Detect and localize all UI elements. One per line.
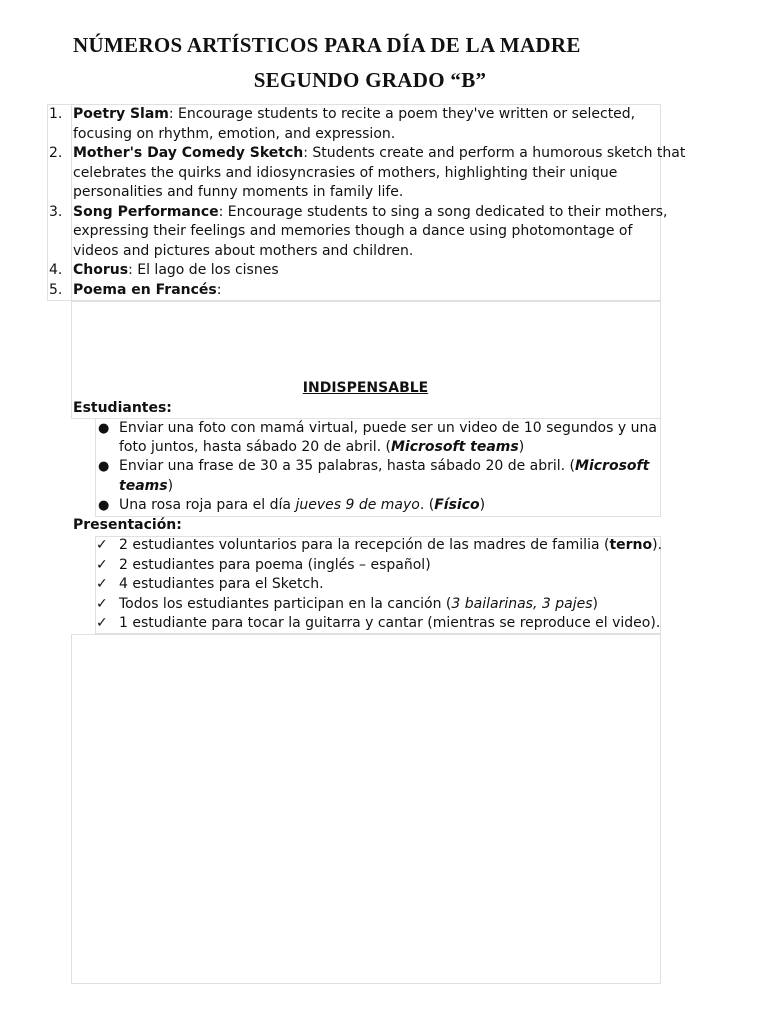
checkmark-icon: ✓ [96, 615, 108, 631]
list-item: 4 estudiantes para el Sketch. [119, 576, 324, 592]
checkmark-icon: ✓ [96, 595, 108, 612]
list-item-term: Song Performance [73, 203, 219, 220]
page-title: NÚMEROS ARTÍSTICOS PARA DÍA DE LA MADRE [73, 33, 581, 57]
list-item-term: Poema en Francés [73, 282, 217, 298]
list-item: Chorus: El lago de los cisnes [73, 262, 279, 278]
list-item: Enviar una frase de 30 a 35 palabras, hasta sábado 20 de abril. (Microsoft [119, 458, 650, 474]
list-item-continuation: foto juntos, hasta sábado 20 de abril. (Microsoft teams) [119, 439, 525, 455]
list-item-continuation: teams) [119, 478, 174, 494]
checkmark-icon: ✓ [96, 537, 108, 553]
list-item: Poema en Francés: [73, 282, 222, 298]
checkmark-icon: ✓ [96, 576, 108, 592]
list-item: Una rosa roja para el día jueves 9 de mayo. (Físico) [119, 497, 486, 513]
presentacion-label: Presentación: [73, 517, 182, 533]
bullet-dot-icon: ● [98, 459, 110, 474]
list-item-term: Poetry Slam [73, 106, 169, 122]
section-heading: INDISPENSABLE [302, 380, 429, 396]
list-item-term: Mother's Day Comedy Sketch [73, 145, 304, 161]
list-item-term: Chorus [73, 262, 129, 278]
list-number: 2. [49, 145, 63, 161]
list-item-continuation: focusing on rhythm, emotion, and expression. [73, 125, 396, 142]
page-subtitle: SEGUNDO GRADO “B” [253, 68, 487, 92]
list-item: 2 estudiantes para poema (inglés – español) [119, 556, 431, 573]
list-item: Song Performance: Encourage students to sing a song dedicated to their mothers, [73, 203, 668, 220]
empty-bottom-cell [71, 634, 661, 984]
list-number: 1. [49, 106, 63, 122]
list-item-continuation: personalities and funny moments in family life. [73, 184, 404, 200]
list-number: 4. [49, 262, 63, 278]
list-item: Poetry Slam: Encourage students to recite a poem they've written or selected, [73, 106, 636, 122]
list-item: Enviar una foto con mamá virtual, puede ser un video de 10 segundos y una [119, 420, 657, 436]
bullet-dot-icon: ● [98, 498, 110, 513]
bullet-dot-icon: ● [98, 421, 110, 436]
list-item-continuation: videos and pictures about mothers and children. [73, 242, 414, 259]
list-item: 2 estudiantes voluntarios para la recepción de las madres de familia (terno). [119, 537, 663, 553]
list-item-continuation: celebrates the quirks and idiosyncrasies of mothers, highlighting their unique [73, 164, 618, 181]
estudiantes-label: Estudiantes: [73, 400, 172, 416]
list-number: 5. [49, 282, 63, 298]
list-item-continuation: expressing their feelings and memories though a dance using photomontage of [73, 223, 633, 239]
list-item: Todos los estudiantes participan en la canción (3 bailarinas, 3 pajes) [119, 595, 598, 612]
list-item: 1 estudiante para tocar la guitarra y cantar (mientras se reproduce el video). [119, 615, 661, 631]
list-item: Mother's Day Comedy Sketch: Students create and perform a humorous sketch that [73, 145, 686, 161]
list-number: 3. [49, 203, 63, 220]
checkmark-icon: ✓ [96, 556, 108, 573]
